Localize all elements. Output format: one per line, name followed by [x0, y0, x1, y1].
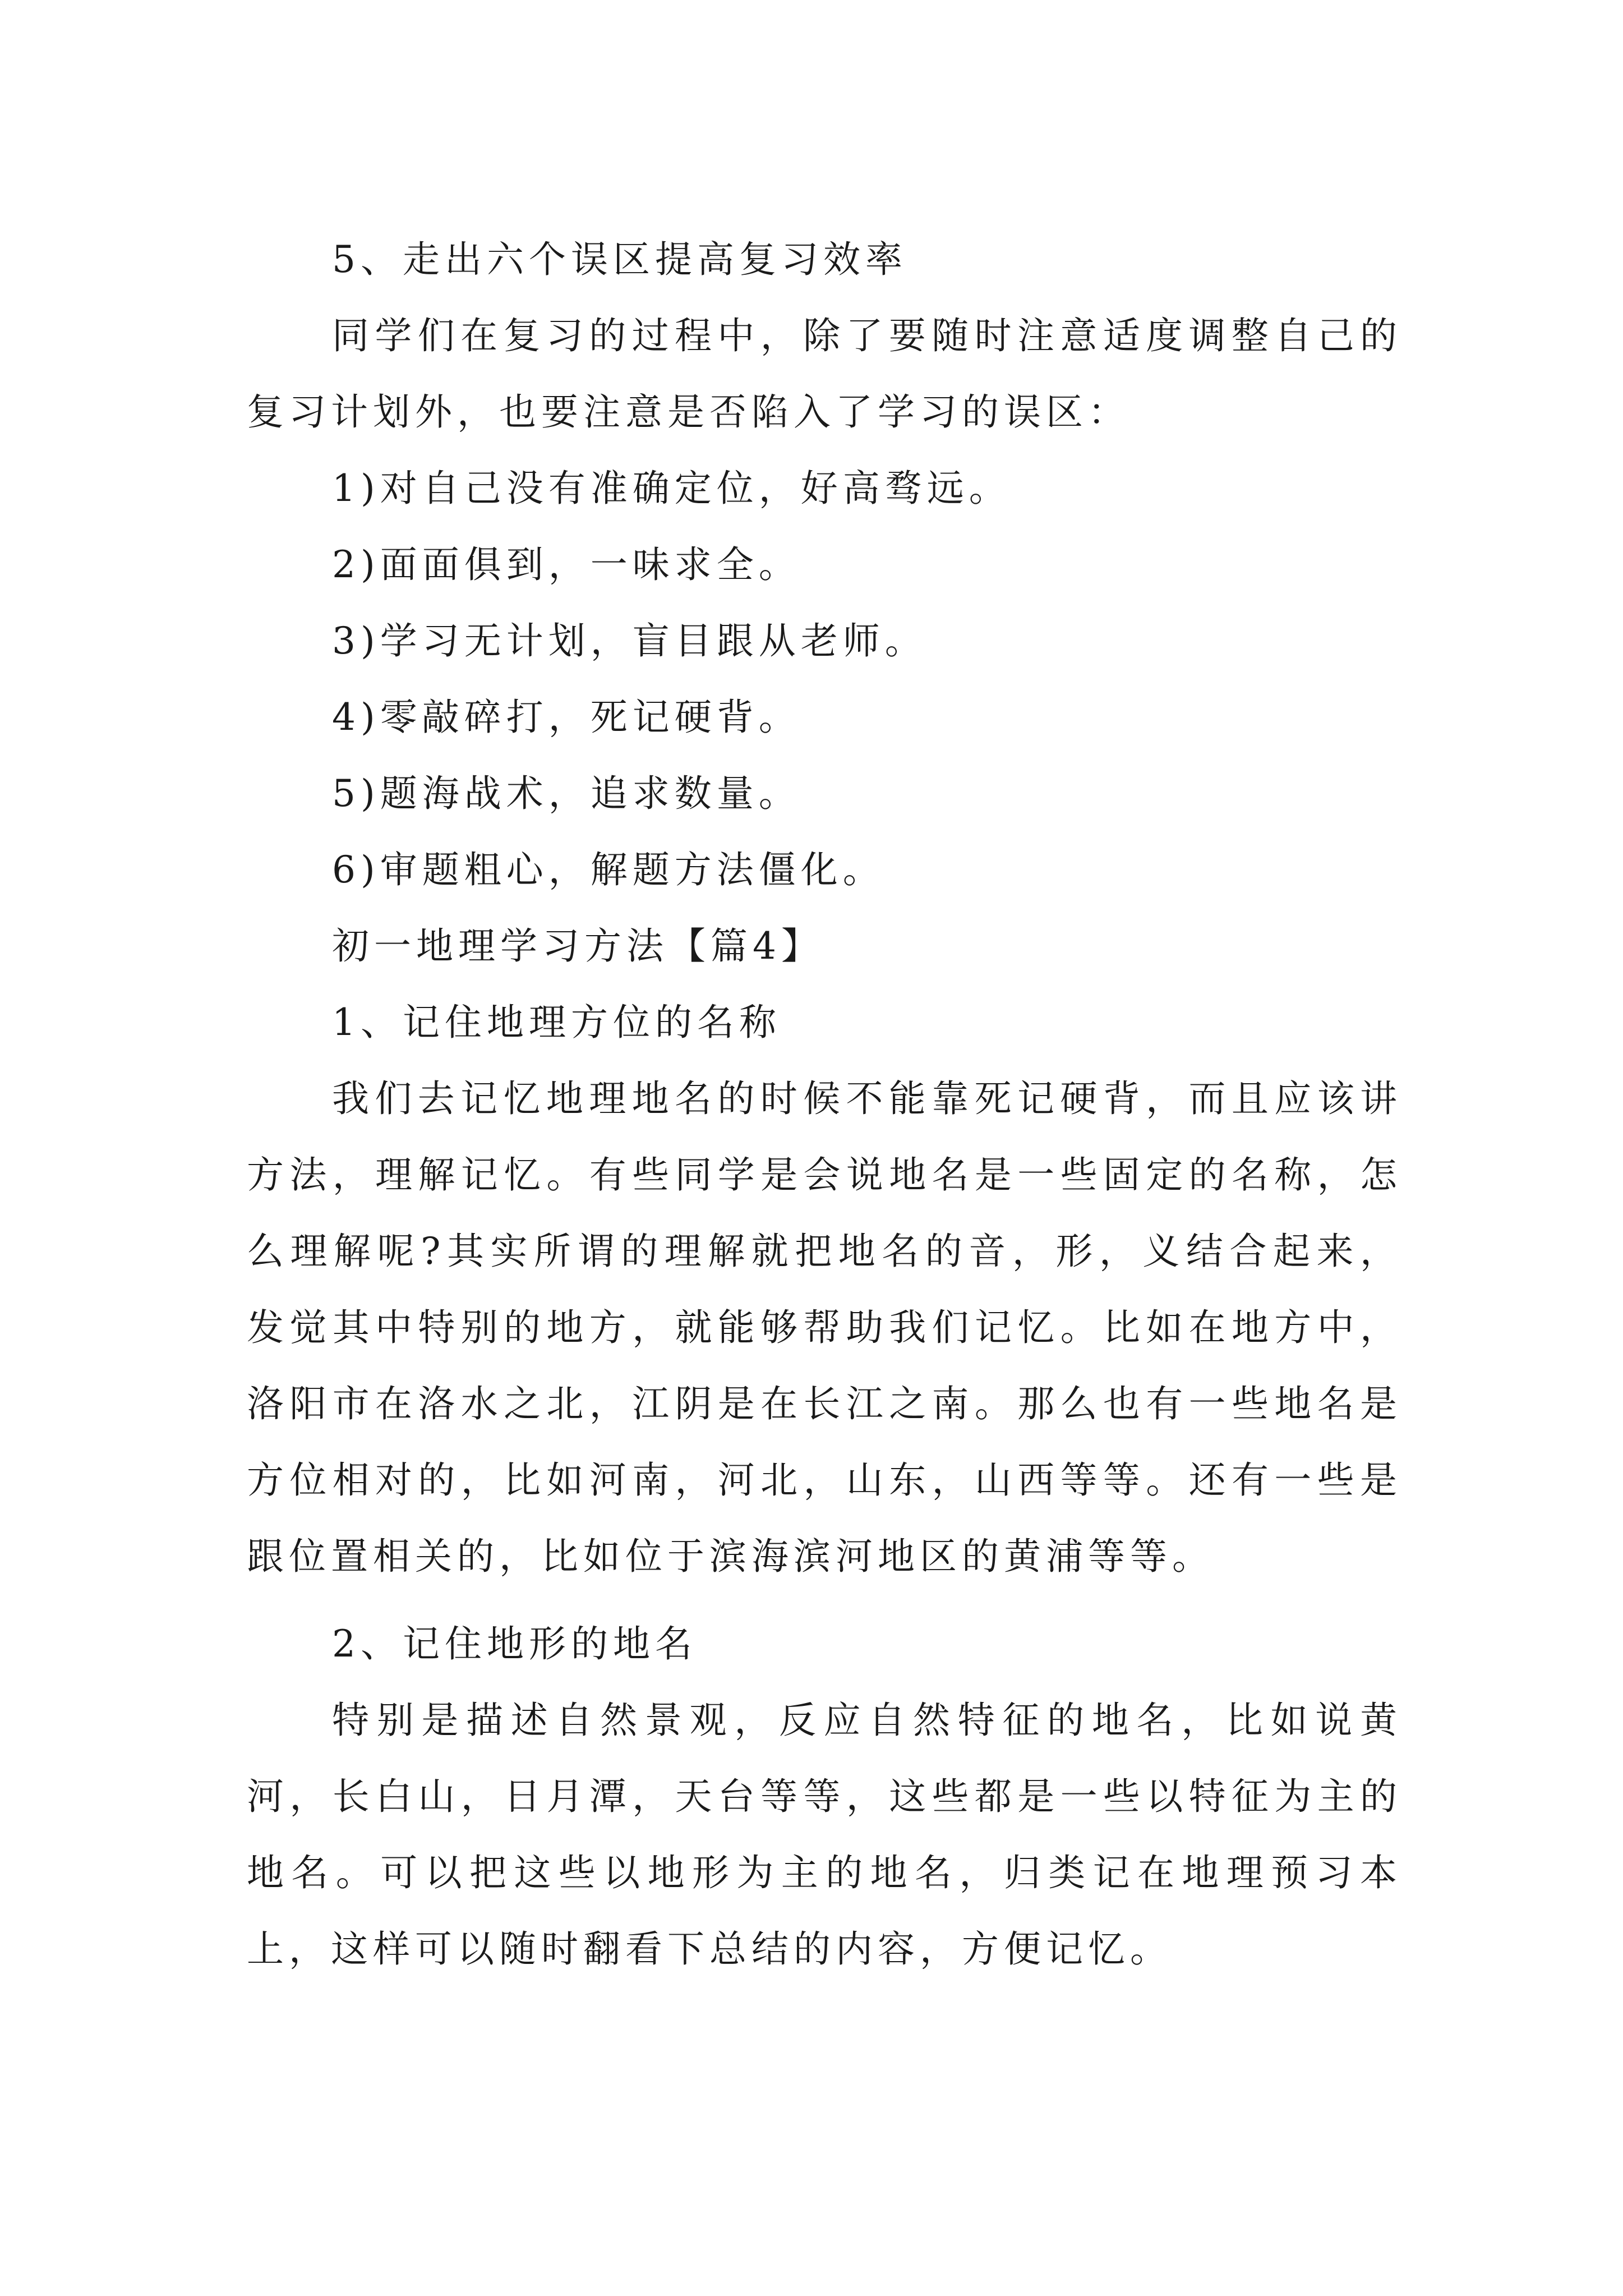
paragraph-place-names: 我们去记忆地理地名的时候不能靠死记硬背，而且应该讲方法，理解记忆。有些同学是会说地名是一些固定的名称，怎么理解呢?其实所谓的理解就把地名的音，形，义结合起来，发觉其中特别的地方，就能够帮助我们记忆。比如在地方中，洛阳市在洛水之北，江阴是在长江之南。那么也有一些地名是方位相对的，比如河南，河北，山东，山西等等。还有一些是跟位置相关的，比如位于滨海滨河地区的黄浦等等。	[247, 1077, 1402, 1578]
section-heading-five: 5、走出六个误区提高复习效率	[332, 238, 907, 281]
paragraph-intro: 同学们在复习的过程中，除了要随时注意适度调整自己的复习计划外，也要注意是否陷入了学习的误区：	[247, 314, 1402, 434]
document-body	[247, 222, 1402, 1987]
list-item-5: 5)题海战术，追求数量。	[332, 772, 801, 815]
list-item-2: 2)面面俱到，一味求全。	[332, 543, 801, 586]
list-item-3: 3)学习无计划，盲目跟从老师。	[332, 619, 927, 662]
article-title: 初一地理学习方法【篇4】	[332, 924, 823, 968]
section-heading-two: 2、记住地形的地名	[332, 1622, 697, 1665]
section-heading-one: 1、记住地理方位的名称	[332, 1001, 781, 1044]
list-item-4: 4)零敲碎打，死记硬背。	[332, 696, 801, 739]
list-item-6: 6)审题粗心，解题方法僵化。	[332, 848, 885, 891]
list-item-1: 1)对自己没有准确定位，好高骛远。	[332, 467, 1011, 510]
paragraph-terrain-names: 特别是描述自然景观，反应自然特征的地名，比如说黄河，长白山，日月潭，天台等等，这些都是一些以特征为主的地名。可以把这些以地形为主的地名，归类记在地理预习本上，这样可以随时翻看下总结的内容，方便记忆。	[247, 1699, 1402, 1971]
